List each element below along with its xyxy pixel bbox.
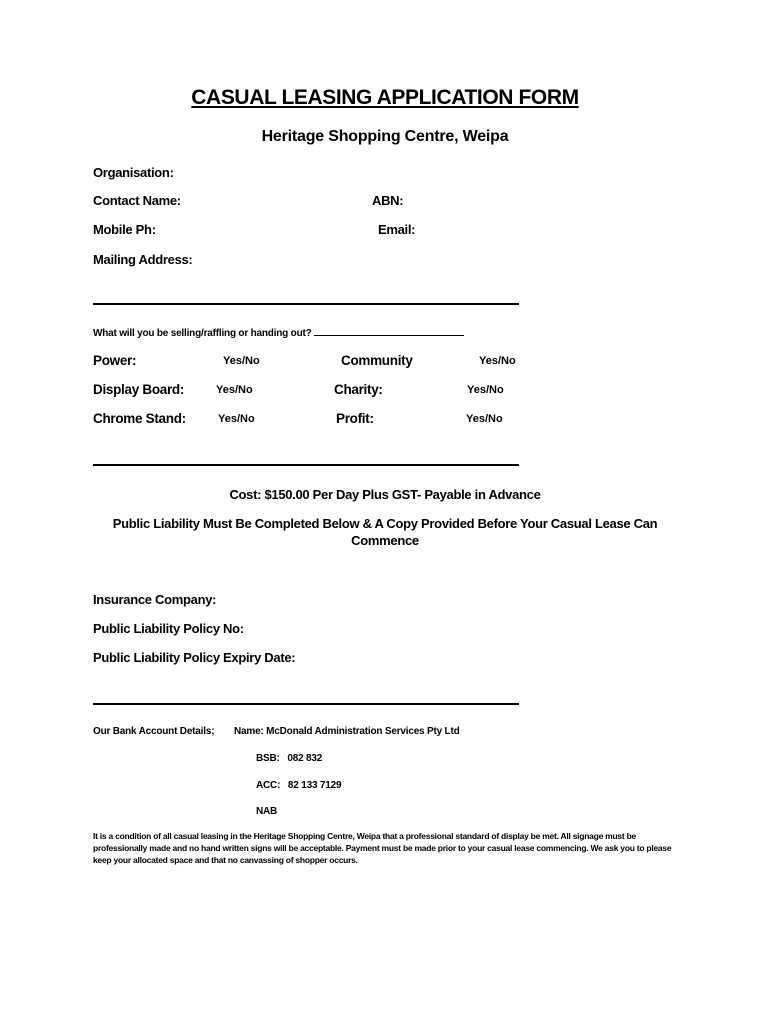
mailing-address-label: Mailing Address: <box>93 252 193 267</box>
organisation-label: Organisation: <box>93 165 174 180</box>
abn-label: ABN: <box>372 193 404 208</box>
divider-line <box>93 464 519 466</box>
insurance-company-label: Insurance Company: <box>93 592 217 607</box>
selling-question <box>93 326 464 339</box>
chrome-stand-yes-no: Yes/No <box>218 413 255 425</box>
divider-line <box>93 303 519 305</box>
display-board-yes-no: Yes/No <box>216 384 253 396</box>
profit-label: Profit: <box>336 411 374 426</box>
liability-notice-line1: Public Liability Must Be Completed Below & A Copy Provided Before Your Casual Lease Can <box>112 516 658 531</box>
email-label: Email: <box>378 222 416 237</box>
display-board-label: Display Board: <box>93 382 185 397</box>
bank-account-name: Name: McDonald Administration Services Pty Ltd <box>234 726 460 737</box>
chrome-stand-label: Chrome Stand: <box>93 411 186 426</box>
liability-notice-line2: Commence <box>351 533 419 548</box>
account-number: ACC: 82 133 7129 <box>256 780 342 791</box>
community-label: Community <box>341 353 413 368</box>
contact-name-label: Contact Name: <box>93 193 181 208</box>
bsb-number: BSB: 082 832 <box>256 753 323 764</box>
centre-name: Heritage Shopping Centre, Weipa <box>261 128 509 145</box>
mobile-label: Mobile Ph: <box>93 222 156 237</box>
power-yes-no: Yes/No <box>223 355 260 367</box>
policy-no-label: Public Liability Policy No: <box>93 621 244 636</box>
charity-yes-no: Yes/No <box>467 384 504 396</box>
bank-details-label: Our Bank Account Details; <box>93 726 215 737</box>
community-yes-no: Yes/No <box>479 355 516 367</box>
policy-expiry-label: Public Liability Policy Expiry Date: <box>93 650 296 665</box>
conditions-text: It is a condition of all casual leasing in the Heritage Shopping Centre, Weipa that a professional standard of display be met. All signage must be professionally made and no hand written signs will be acceptable. Payment must be made prior to your casual lease commencing. We ask you to please keep your allocated space and that no canvassing of shopper occurs. <box>93 831 672 865</box>
selling-answer-line <box>314 326 464 336</box>
divider-line <box>93 703 519 705</box>
charity-label: Charity: <box>334 382 383 397</box>
selling-question-label: What will you be selling/raffling or handing out? <box>93 328 312 339</box>
bank-name: NAB <box>256 806 278 817</box>
power-label: Power: <box>93 353 137 368</box>
profit-yes-no: Yes/No <box>466 413 503 425</box>
cost-text: Cost: $150.00 Per Day Plus GST- Payable in Advance <box>229 487 541 502</box>
form-title: CASUAL LEASING APPLICATION FORM <box>191 86 579 109</box>
